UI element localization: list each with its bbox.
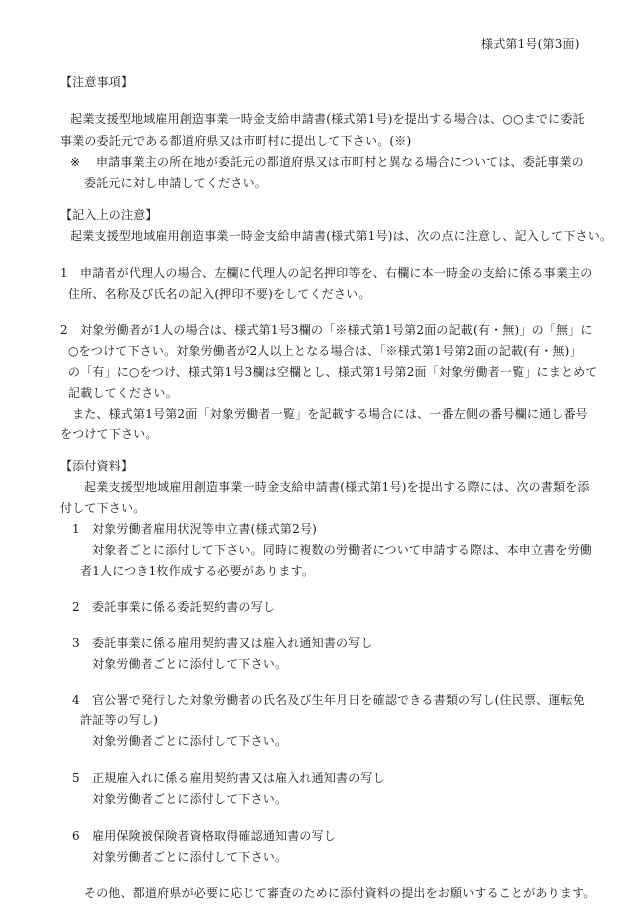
notice-heading: 【注意事項】 xyxy=(60,75,134,89)
entry-item-2-line-3: の「有」に○をつけ、様式第1号3欄は空欄とし、様式第1号第2面「対象労働者一覧」にまとめて xyxy=(68,365,598,379)
attach-item-3-note: 対象労働者ごとに添付して下さい。 xyxy=(92,657,288,671)
attach-item-6: 6 雇用保険被保険者資格取得確認通知書の写し xyxy=(72,829,337,843)
notice-note-mark: ※ xyxy=(70,155,81,169)
attach-item-4-line-1: 4 官公署で発行した対象労働者の氏名及び生年月日を確認できる書類の写し(住民票、運転免 xyxy=(72,693,585,707)
attach-closing: その他、都道府県が必要に応じて審査のために添付資料の提出をお願いすることがあります。 xyxy=(84,886,596,900)
notice-line-2: 事業の委託元である都道府県又は市町村に提出して下さい。(※) xyxy=(60,134,412,148)
attach-item-1-note-1: 対象者ごとに添付して下さい。同時に複数の労働者について申請する際は、本申立書を労働 xyxy=(92,543,592,557)
form-number: 様式第1号(第3面) xyxy=(481,37,580,51)
attach-intro-line-1: 起業支援型地域雇用創造事業一時金支給申請書(様式第1号)を提出する際には、次の書類を添 xyxy=(84,480,590,494)
notice-line-1: 起業支援型地域雇用創造事業一時金支給申請書(様式第1号)を提出する場合は、○○までに委託 xyxy=(70,112,585,126)
attach-item-5: 5 正規雇入れに係る雇用契約書又は雇入れ通知書の写し xyxy=(72,771,385,785)
attach-item-6-note: 対象労働者ごとに添付して下さい。 xyxy=(92,850,288,864)
attach-item-3: 3 委託事業に係る雇用契約書又は雇入れ通知書の写し xyxy=(72,636,373,650)
entry-item-1-line-1: 1 申請者が代理人の場合、左欄に代理人の記名押印等を、右欄に本一時金の支給に係る事業主の xyxy=(60,266,593,280)
attach-item-4-line-2: 許証等の写し) xyxy=(80,713,159,727)
attach-intro-line-2: 付して下さい。 xyxy=(60,501,146,515)
attach-item-1: 1 対象労働者雇用状況等申立書(様式第2号) xyxy=(72,522,318,536)
attach-item-5-note: 対象労働者ごとに添付して下さい。 xyxy=(92,792,288,806)
entry-intro: 起業支援型地域雇用創造事業一時金支給申請書(様式第1号)は、次の点に注意し、記入して下さい。 xyxy=(70,229,613,243)
entry-heading: 【記入上の注意】 xyxy=(60,208,158,222)
attach-item-1-note-2: 者1人につき1枚作成する必要があります。 xyxy=(80,564,315,578)
entry-item-2-line-2: ○をつけて下さい。対象労働者が2人以上となる場合は、「※様式第1号第2面の記載(有・無)」 xyxy=(68,344,582,358)
attach-item-4-note: 対象労働者ごとに添付して下さい。 xyxy=(92,734,288,748)
entry-item-1-line-2: 住所、名称及び氏名の記入(押印不要)をしてください。 xyxy=(68,287,371,301)
entry-item-2-line-6: をつけて下さい。 xyxy=(60,427,158,441)
notice-note-line-2: 委託元に対し申請してください。 xyxy=(84,176,268,190)
entry-item-2-line-1: 2 対象労働者が1人の場合は、様式第1号3欄の「※様式第1号第2面の記載(有・無)」の「無」に xyxy=(60,323,593,337)
attach-heading: 【添付資料】 xyxy=(60,459,134,473)
attach-item-2: 2 委託事業に係る委託契約書の写し xyxy=(72,600,276,614)
entry-item-2-line-5: また、様式第1号第2面「対象労働者一覧」を記載する場合には、一番左側の番号欄に通し番号 xyxy=(72,407,588,421)
notice-note-line-1: 申請事業主の所在地が委託元の都道府県又は市町村と異なる場合については、委託事業の xyxy=(96,155,584,169)
entry-item-2-line-4: 記載してください。 xyxy=(68,386,178,400)
